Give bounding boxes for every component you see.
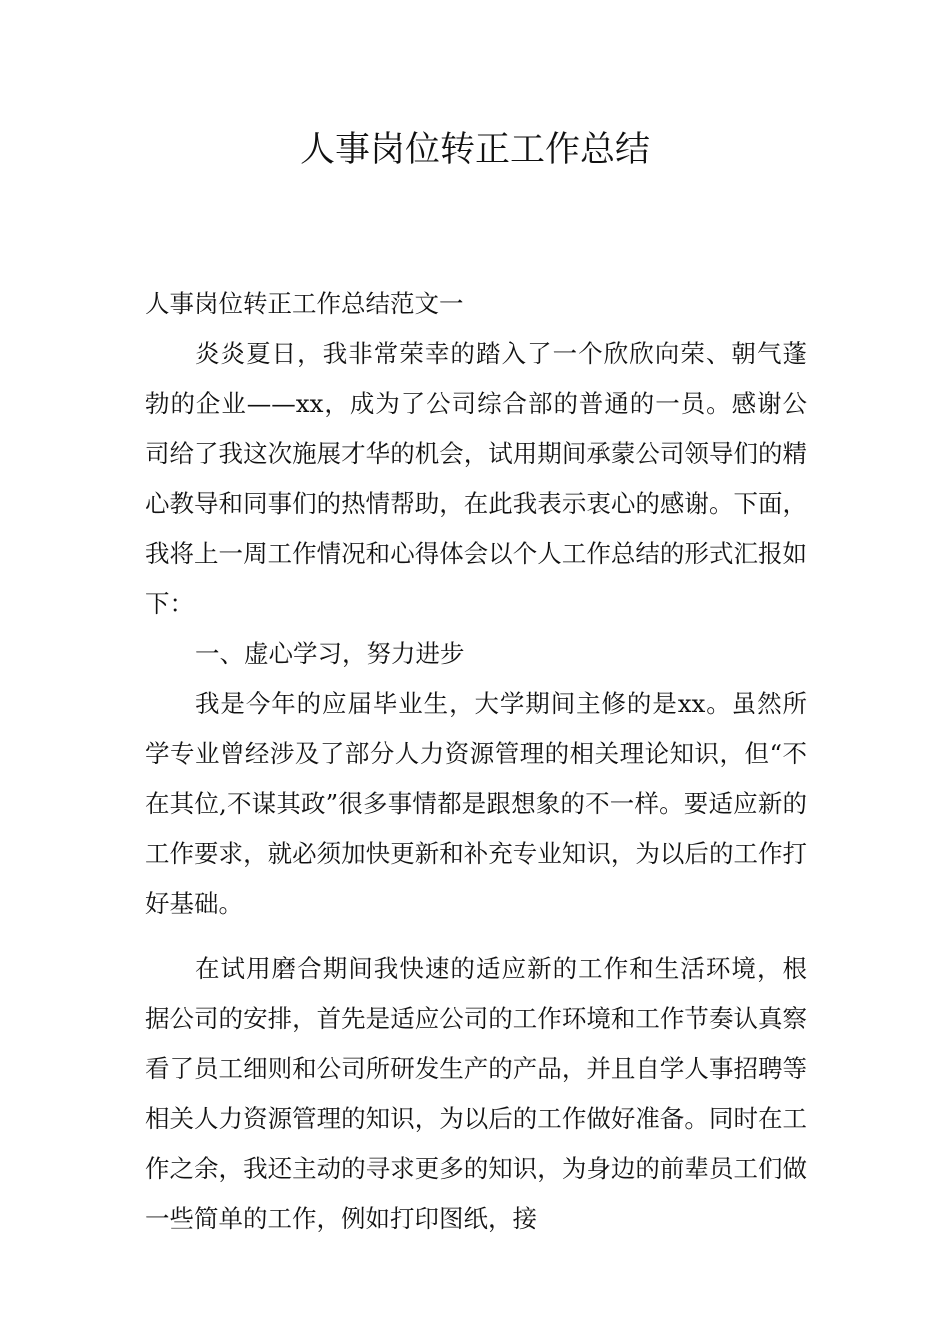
document-body: [145, 279, 807, 1244]
section-heading-learning: 一、虚心学习，努力进步: [195, 639, 465, 668]
paragraph-probation: 在试用磨合期间我快速的适应新的工作和生活环境，根据公司的安排，首先是适应公司的工作环境和工作节奏认真察看了员工细则和公司所研发生产的产品，并且自学人事招聘等相关人力资源管理的知识，为以后的工作做好准备。同时在工作之余，我还主动的寻求更多的知识，为身边的前辈员工们做一些简单的工作，例如打印图纸，接: [145, 954, 807, 1233]
paragraph-background: 我是今年的应届毕业生，大学期间主修的是xx。虽然所学专业曾经涉及了部分人力资源管理的相关理论知识，但“不在其位,不谋其政”很多事情都是跟想象的不一样。要适应新的工作要求，就必须加快更新和补充专业知识，为以后的工作打好基础。: [145, 689, 807, 918]
paragraph-intro: 炎炎夏日，我非常荣幸的踏入了一个欣欣向荣、朝气蓬勃的企业——xx，成为了公司综合部的普通的一员。感谢公司给了我这次施展才华的机会，试用期间承蒙公司领导们的精心教导和同事们的热情帮助，在此我表示衷心的感谢。下面，我将上一周工作情况和心得体会以个人工作总结的形式汇报如下：: [145, 339, 807, 618]
document-subtitle: 人事岗位转正工作总结范文一: [145, 289, 464, 318]
document-title: 人事岗位转正工作总结: [299, 130, 650, 170]
